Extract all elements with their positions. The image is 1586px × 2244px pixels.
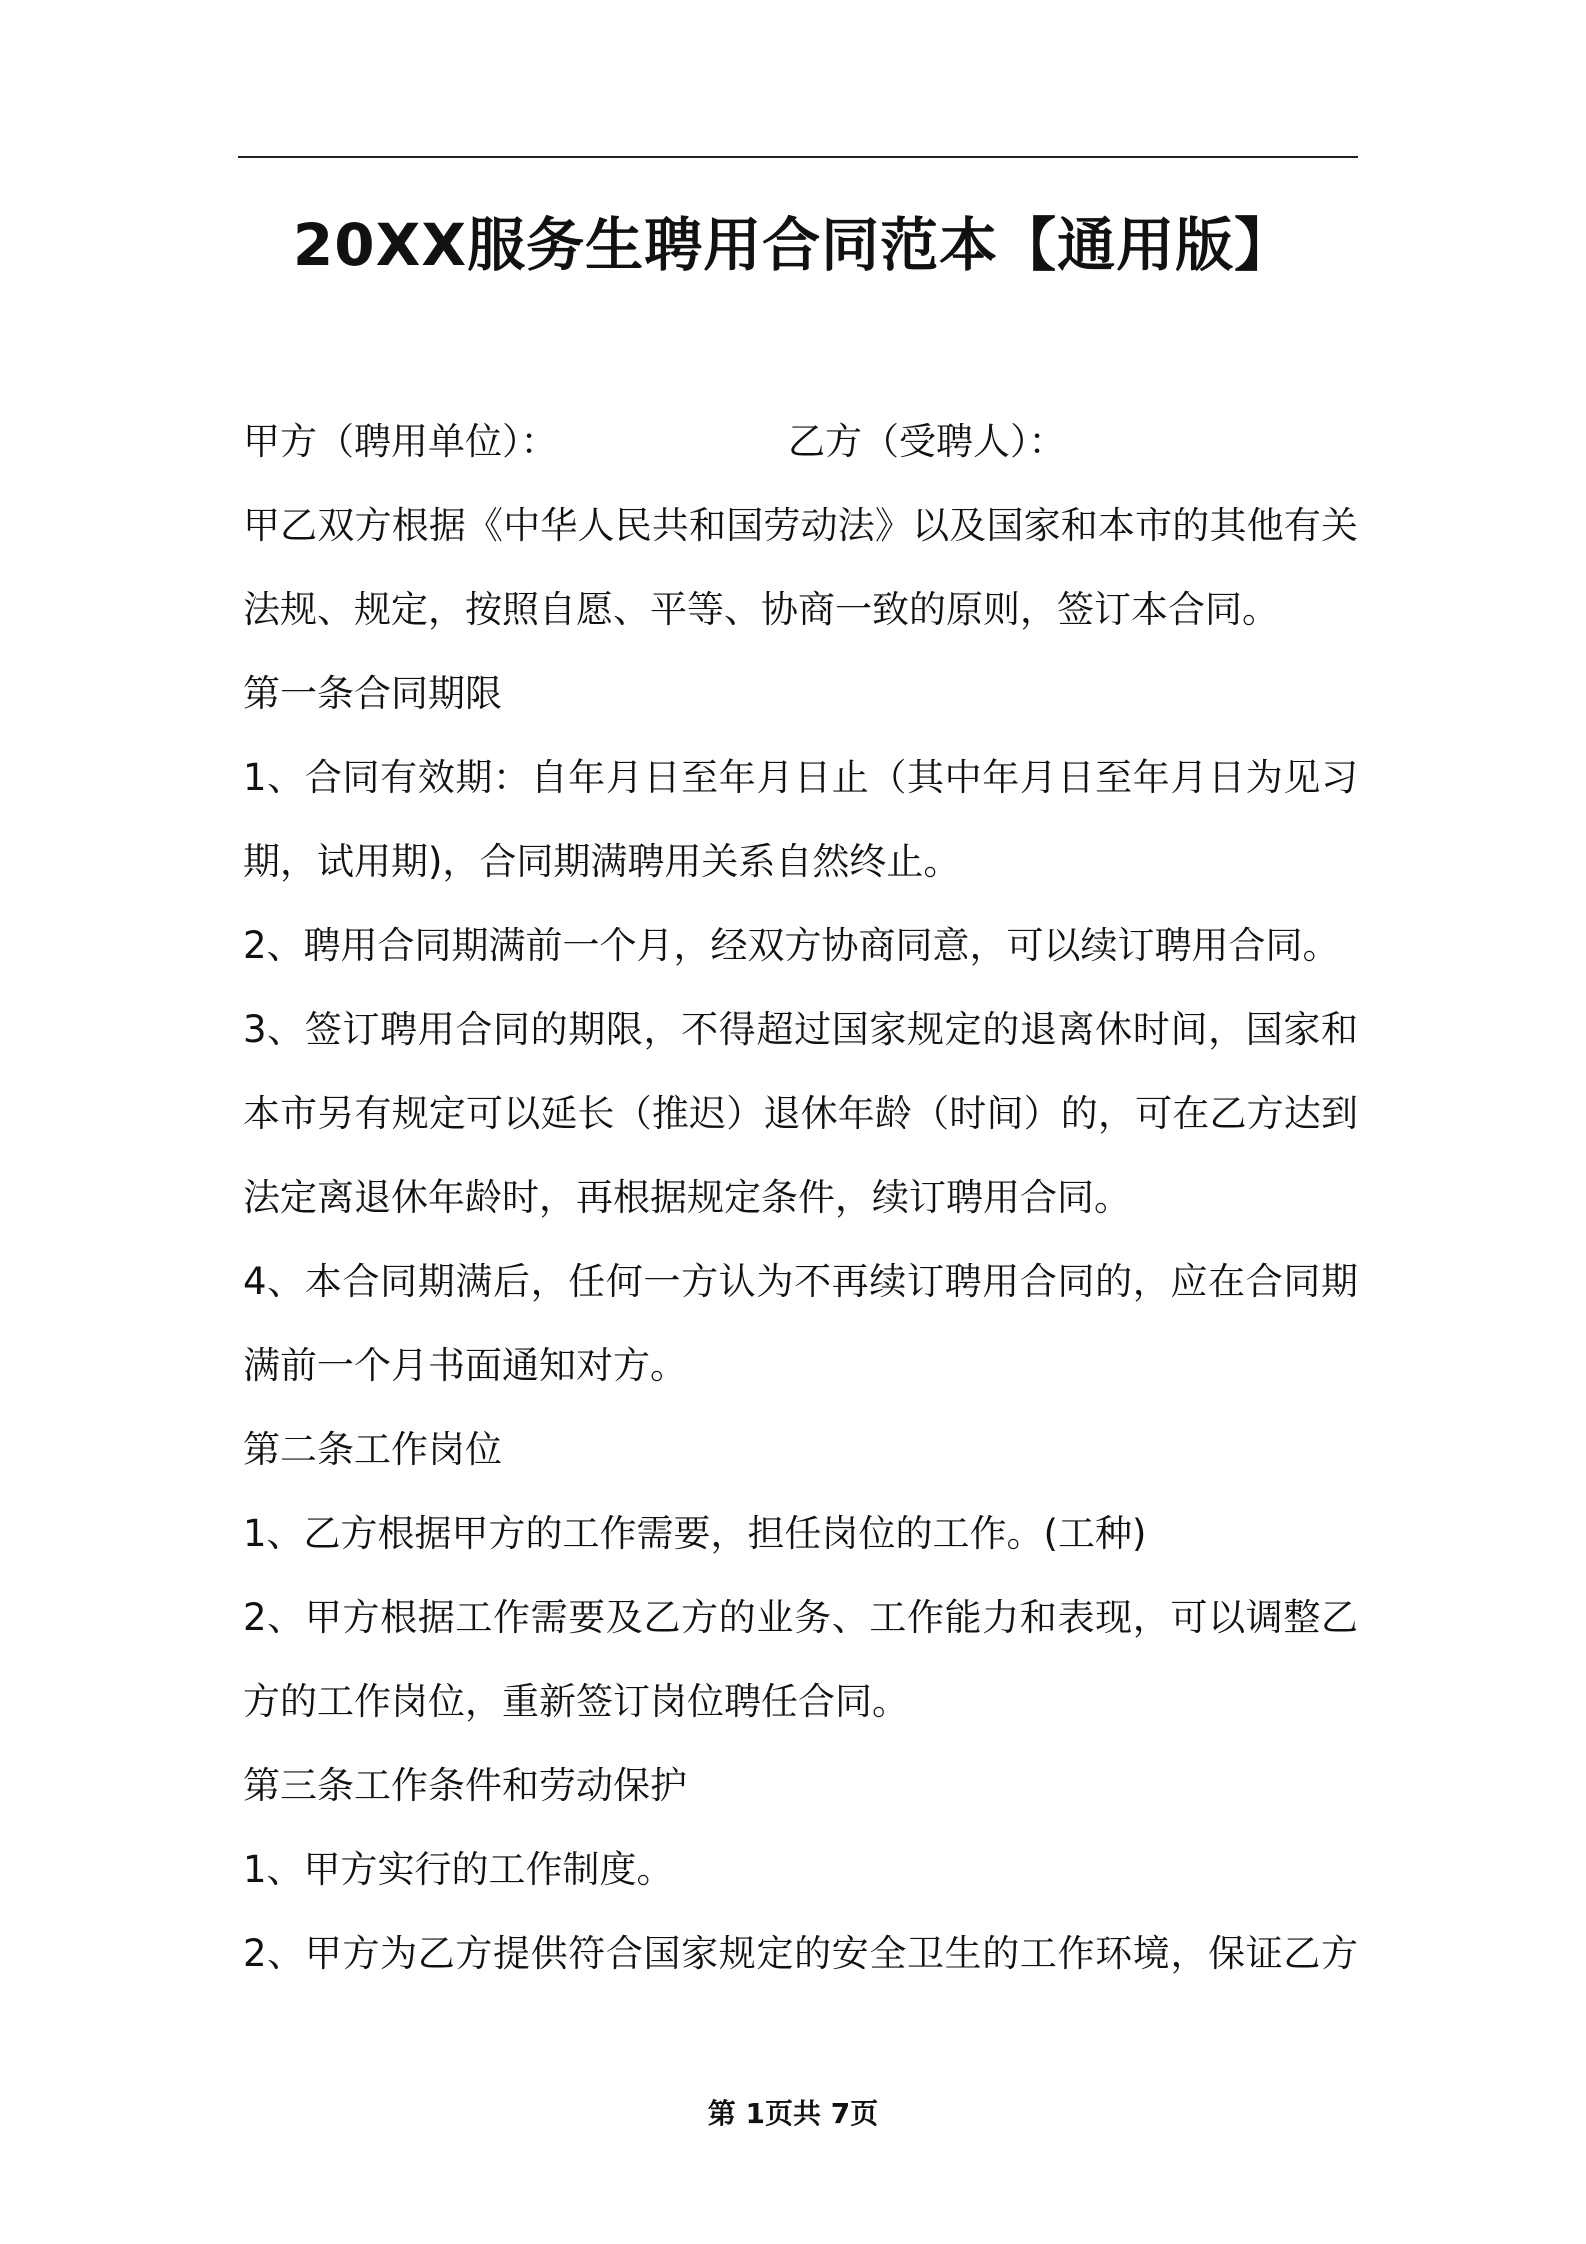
paragraph-line: 3、签订聘用合同的期限，不得超过国家规定的退离休时间，国家和	[243, 1008, 1358, 1051]
header-rule	[238, 156, 1358, 158]
paragraph-line: 方的工作岗位，重新签订岗位聘任合同。	[243, 1680, 909, 1723]
paragraph-line: 法规、规定，按照自愿、平等、协商一致的原则，签订本合同。	[243, 588, 1279, 631]
paragraph-line: 2、甲方为乙方提供符合国家规定的安全卫生的工作环境，保证乙方	[243, 1932, 1358, 1975]
paragraph-line: 4、本合同期满后，任何一方认为不再续订聘用合同的，应在合同期	[243, 1260, 1358, 1303]
paragraph-line: 1、乙方根据甲方的工作需要，担任岗位的工作。(工种)	[243, 1512, 1147, 1555]
page-footer: 第 1页共 7页	[707, 2097, 879, 2130]
party-a-label: 甲方（聘用单位）：	[243, 420, 558, 463]
parties-line	[243, 400, 1358, 484]
paragraph-line: 满前一个月书面通知对方。	[243, 1344, 687, 1387]
paragraph-line: 1、甲方实行的工作制度。	[243, 1848, 674, 1891]
party-b-label: 乙方（受聘人）：	[788, 420, 1066, 463]
section-heading: 第一条合同期限	[243, 672, 502, 715]
document-title: 20XX服务生聘用合同范本【通用版】	[292, 211, 1294, 279]
paragraph-line: 2、甲方根据工作需要及乙方的业务、工作能力和表现，可以调整乙	[243, 1596, 1358, 1639]
paragraph-line: 本市另有规定可以延长（推迟）退休年龄（时间）的，可在乙方达到	[243, 1092, 1358, 1135]
paragraph-line: 期，试用期)，合同期满聘用关系自然终止。	[243, 840, 961, 883]
paragraph-line: 1、合同有效期：自年月日至年月日止（其中年月日至年月日为见习	[243, 756, 1358, 799]
section-heading: 第三条工作条件和劳动保护	[243, 1764, 687, 1807]
section-heading: 第二条工作岗位	[243, 1428, 502, 1471]
paragraph-line: 甲乙双方根据《中华人民共和国劳动法》以及国家和本市的其他有关	[243, 504, 1358, 547]
paragraph-line: 2、聘用合同期满前一个月，经双方协商同意，可以续订聘用合同。	[243, 924, 1340, 967]
paragraph-line: 法定离退休年龄时，再根据规定条件，续订聘用合同。	[243, 1176, 1131, 1219]
document-body	[243, 400, 1358, 1996]
